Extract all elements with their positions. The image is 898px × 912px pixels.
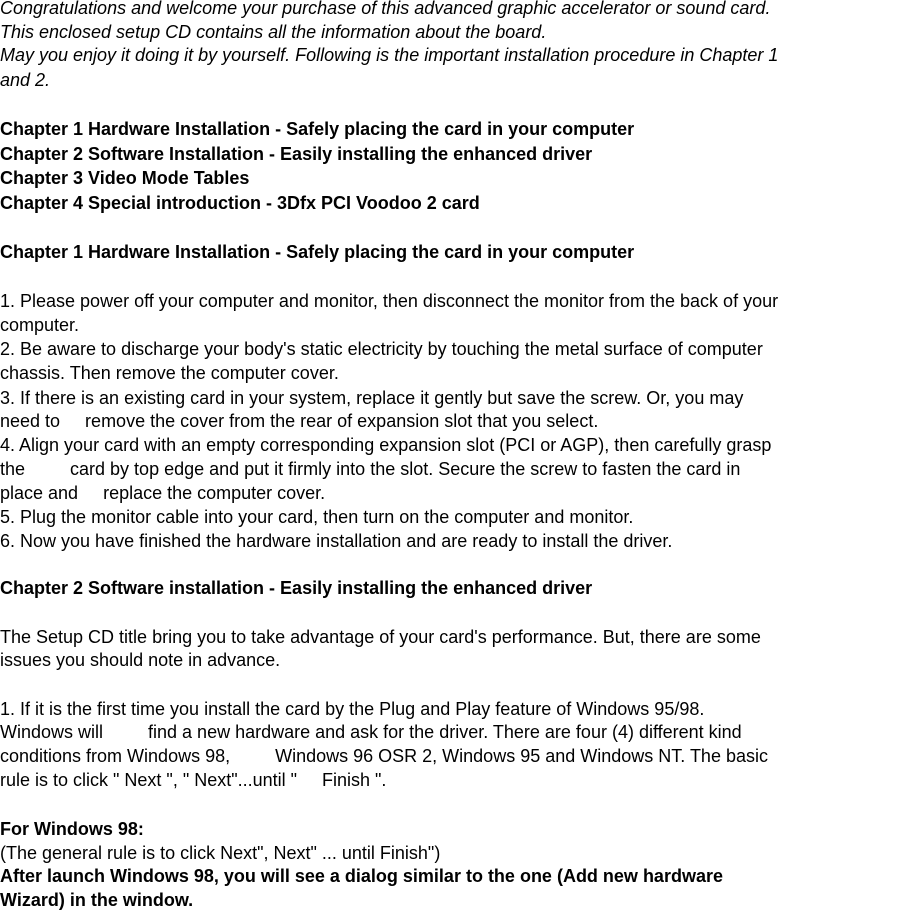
toc-chapter-4: Chapter 4 Special introduction - 3Dfx PCI Voodoo 2 card	[0, 193, 480, 213]
chapter-2-line: rule is to click " Next ", " Next"...until " Finish ".	[0, 770, 387, 790]
chapter-2-line: conditions from Windows 98, Windows 96 OSR 2, Windows 95 and Windows NT. The basic	[0, 746, 768, 766]
chapter-2-line: Windows will find a new hardware and ask for the driver. There are four (4) different kind	[0, 722, 742, 742]
chapter-1-heading: Chapter 1 Hardware Installation - Safely placing the card in your computer	[0, 242, 635, 262]
chapter-1-line: computer.	[0, 315, 80, 335]
chapter-2-line: 1. If it is the first time you install the card by the Plug and Play feature of Windows 95/98.	[0, 699, 705, 719]
windows-98-rule: (The general rule is to click Next", Next" ... until Finish")	[0, 843, 441, 863]
chapter-1-line: 4. Align your card with an empty corresponding expansion slot (PCI or AGP), then carefully grasp	[0, 435, 772, 455]
intro-line-4: and 2.	[0, 70, 51, 90]
chapter-1-line: place and replace the computer cover.	[0, 483, 326, 503]
toc-chapter-1: Chapter 1 Hardware Installation - Safely placing the card in your computer	[0, 119, 635, 139]
chapter-1-line: the card by top edge and put it firmly into the slot. Secure the screw to fasten the card in	[0, 459, 741, 479]
chapter-2-heading: Chapter 2 Software installation - Easily installing the enhanced driver	[0, 578, 593, 598]
chapter-1-line: 6. Now you have finished the hardware installation and are ready to install the driver.	[0, 531, 673, 551]
chapter-1-line: 3. If there is an existing card in your system, replace it gently but save the screw. Or, you may	[0, 388, 744, 408]
intro-line-3: May you enjoy it doing it by yourself. Following is the important installation procedure in Chapter 1	[0, 45, 779, 65]
chapter-2-intro-line-2: issues you should note in advance.	[0, 650, 281, 670]
chapter-1-line: 1. Please power off your computer and monitor, then disconnect the monitor from the back of your	[0, 291, 779, 311]
windows-98-instruction-line-1: After launch Windows 98, you will see a dialog similar to the one (Add new hardware	[0, 866, 723, 886]
chapter-1-line: need to remove the cover from the rear of expansion slot that you select.	[0, 411, 599, 431]
windows-98-instruction-line-2: Wizard) in the window.	[0, 890, 194, 910]
chapter-1-line: 2. Be aware to discharge your body's static electricity by touching the metal surface of computer	[0, 339, 763, 359]
chapter-1-line: 5. Plug the monitor cable into your card, then turn on the computer and monitor.	[0, 507, 634, 527]
chapter-1-line: chassis. Then remove the computer cover.	[0, 363, 339, 383]
toc-chapter-2: Chapter 2 Software Installation - Easily installing the enhanced driver	[0, 144, 593, 164]
intro-line-2: This enclosed setup CD contains all the information about the board.	[0, 22, 547, 42]
toc-chapter-3: Chapter 3 Video Mode Tables	[0, 168, 250, 188]
chapter-2-intro-line-1: The Setup CD title bring you to take advantage of your card's performance. But, there are some	[0, 627, 761, 647]
intro-line-1: Congratulations and welcome your purchase of this advanced graphic accelerator or sound card.	[0, 0, 771, 18]
windows-98-heading: For Windows 98:	[0, 819, 144, 839]
